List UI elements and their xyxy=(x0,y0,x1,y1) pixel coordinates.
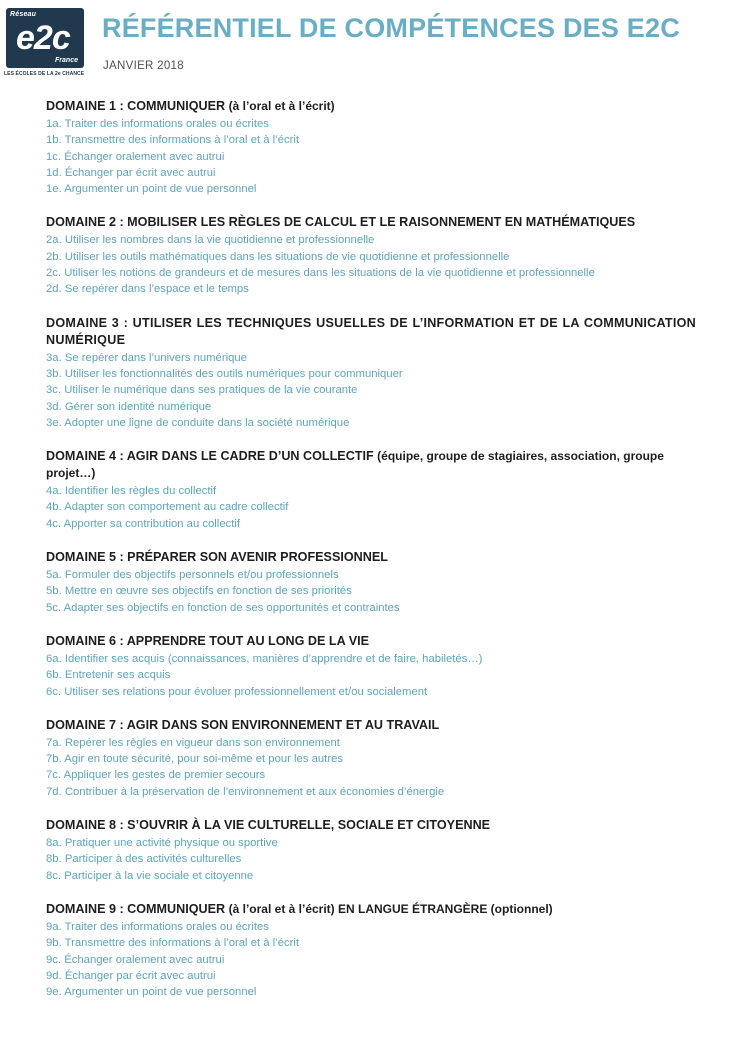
competence-item: 8b. Participer à des activités culturelles xyxy=(46,853,242,866)
domain-8 xyxy=(46,817,696,884)
domain-items xyxy=(46,232,696,297)
competence-item: 3a. Se repérer dans l’univers numérique xyxy=(46,351,247,364)
domain-4 xyxy=(46,448,696,532)
domain-1 xyxy=(46,98,696,197)
domain-7 xyxy=(46,717,696,800)
competence-item: 9d. Échanger par écrit avec autrui xyxy=(46,969,216,982)
competence-item: 1c. Échanger oralement avec autrui xyxy=(46,150,225,163)
domain-items xyxy=(46,651,696,700)
competence-item: 7b. Agir en toute sécurité, pour soi-même et pour les autres xyxy=(46,753,344,766)
domain-title-main: DOMAINE 8 : S’OUVRIR À LA VIE CULTURELLE, SOCIALE ET CITOYENNE xyxy=(46,818,491,833)
domain-title xyxy=(46,98,696,115)
domain-items xyxy=(46,116,696,197)
competence-item: 2a. Utiliser les nombres dans la vie quotidienne et professionnelle xyxy=(46,234,375,247)
domain-title-main: DOMAINE 2 : MOBILISER LES RÈGLES DE CALCUL ET LE RAISONNEMENT EN MATHÉMATIQUES xyxy=(46,215,636,230)
competence-item: 7c. Appliquer les gestes de premier secours xyxy=(46,769,266,782)
competence-item: 4b. Adapter son comportement au cadre collectif xyxy=(46,501,289,514)
competence-item: 6b. Entretenir ses acquis xyxy=(46,669,171,682)
domain-title-main: DOMAINE 5 : PRÉPARER SON AVENIR PROFESSIONNEL xyxy=(46,550,388,565)
domains-list xyxy=(46,98,696,1017)
domain-title-suffix: (équipe, groupe de stagiaires, association, groupe projet…) xyxy=(46,449,664,481)
domain-title xyxy=(46,315,696,349)
domain-items xyxy=(46,919,696,1000)
competence-item: 1e. Argumenter un point de vue personnel xyxy=(46,183,257,196)
domain-title-main: DOMAINE 9 : COMMUNIQUER xyxy=(46,901,226,916)
logo-top-text: Réseau xyxy=(10,11,37,18)
domain-items xyxy=(46,567,696,616)
competence-item: 2b. Utiliser les outils mathématiques dans les situations de vie quotidienne et professionnelle xyxy=(46,250,510,263)
competence-item: 6a. Identifier ses acquis (connaissances, manières d’apprendre et de faire, habiletés…) xyxy=(46,652,483,665)
domain-title-main: DOMAINE 3 : UTILISER LES TECHNIQUES USUELLES DE L’INFORMATION ET DE LA COMMUNICATION NUMÉRIQUE xyxy=(46,315,696,347)
domain-title xyxy=(46,549,696,566)
domain-title xyxy=(46,214,696,231)
domain-title xyxy=(46,633,696,650)
domain-title xyxy=(46,817,696,834)
competence-item: 5b. Mettre en œuvre ses objectifs en fonction de ses priorités xyxy=(46,585,352,598)
competence-item: 4a. Identifier les règles du collectif xyxy=(46,485,217,498)
logo-tagline: LES ÉCOLES DE LA 2e CHANCE xyxy=(4,71,85,77)
competence-item: 3b. Utiliser les fonctionnalités des outils numériques pour communiquer xyxy=(46,367,403,380)
domain-6 xyxy=(46,633,696,700)
domain-items xyxy=(46,735,696,800)
competence-item: 9c. Échanger oralement avec autrui xyxy=(46,953,225,966)
competence-item: 7d. Contribuer à la préservation de l’environnement et aux économies d’énergie xyxy=(46,785,445,798)
domain-title xyxy=(46,901,696,918)
competence-item: 3d. Gérer son identité numérique xyxy=(46,400,212,413)
competence-item: 8a. Pratiquer une activité physique ou sportive xyxy=(46,837,278,850)
domain-items xyxy=(46,483,696,532)
domain-title-main: DOMAINE 6 : APPRENDRE TOUT AU LONG DE LA VIE xyxy=(46,633,370,648)
domain-items xyxy=(46,835,696,884)
competence-item: 8c. Participer à la vie sociale et citoyenne xyxy=(46,869,254,882)
competence-item: 9e. Argumenter un point de vue personnel xyxy=(46,986,257,999)
document-date: JANVIER 2018 xyxy=(103,60,184,72)
competence-item: 5a. Formuler des objectifs personnels et/ou professionnels xyxy=(46,569,339,582)
domain-title-suffix: (à l’oral et à l’écrit) xyxy=(228,99,335,113)
document-title: RÉFÉRENTIEL DE COMPÉTENCES DES E2C xyxy=(102,13,680,43)
competence-item: 2c. Utiliser les notions de grandeurs et de mesures dans les situations de la vie quotidienne et professionnelle xyxy=(46,267,595,280)
domain-3 xyxy=(46,315,696,431)
domain-5 xyxy=(46,549,696,616)
competence-item: 1b. Transmettre des informations à l’oral et à l’écrit xyxy=(46,134,300,147)
logo-bottom-text: France xyxy=(55,57,78,64)
competence-item: 9a. Traiter des informations orales ou écrites xyxy=(46,920,269,933)
e2c-logo xyxy=(6,8,84,68)
competence-item: 5c. Adapter ses objectifs en fonction de ses opportunités et contraintes xyxy=(46,601,400,614)
competence-item: 3e. Adopter une ligne de conduite dans la société numérique xyxy=(46,416,350,429)
competence-item: 9b. Transmettre des informations à l’oral et à l’écrit xyxy=(46,937,300,950)
domain-title-main: DOMAINE 4 : AGIR DANS LE CADRE D’UN COLLECTIF xyxy=(46,449,374,464)
competence-item: 6c. Utiliser ses relations pour évoluer professionnellement et/ou socialement xyxy=(46,685,428,698)
competence-item: 1a. Traiter des informations orales ou écrites xyxy=(46,118,269,130)
competence-item: 7a. Repérer les règles en vigueur dans son environnement xyxy=(46,736,340,749)
document-header xyxy=(0,0,746,90)
competence-item: 4c. Apporter sa contribution au collectif xyxy=(46,517,241,530)
domain-title-suffix: (à l’oral et à l’écrit) EN LANGUE ÉTRANGÈRE (optionnel) xyxy=(228,901,553,916)
domain-title-main: DOMAINE 1 : COMMUNIQUER xyxy=(46,99,226,113)
logo-brand-text: e2c xyxy=(16,19,70,57)
competence-item: 1d. Échanger par écrit avec autrui xyxy=(46,166,216,179)
domain-title xyxy=(46,448,696,482)
competence-item: 3c. Utiliser le numérique dans ses pratiques de la vie courante xyxy=(46,384,358,397)
domain-2 xyxy=(46,214,696,297)
domain-title xyxy=(46,717,696,734)
domain-title-main: DOMAINE 7 : AGIR DANS SON ENVIRONNEMENT ET AU TRAVAIL xyxy=(46,717,440,732)
competence-item: 2d. Se repérer dans l’espace et le temps xyxy=(46,283,249,296)
domain-items xyxy=(46,350,696,431)
domain-9 xyxy=(46,901,696,1000)
